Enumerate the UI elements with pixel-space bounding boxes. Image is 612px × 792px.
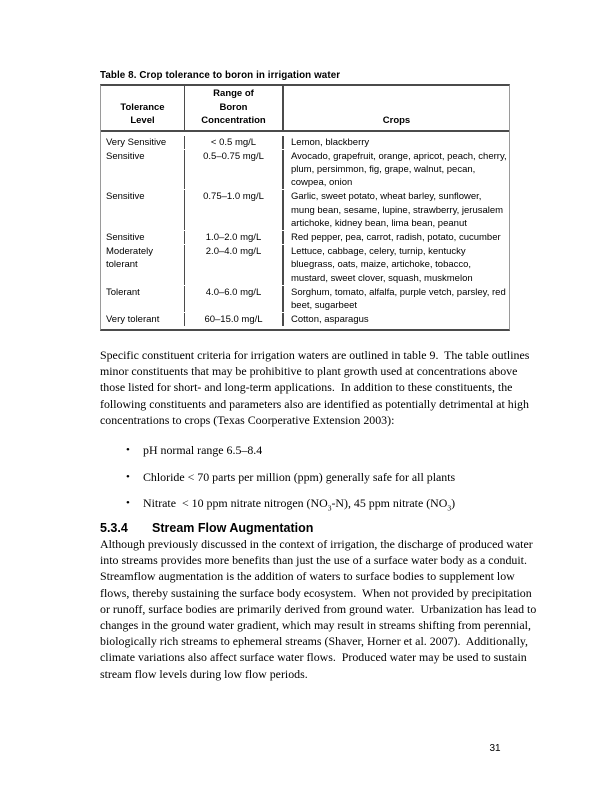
bullet-text: pH normal range 6.5–8.4 (143, 443, 263, 457)
crops-line: cowpea, onion (291, 177, 353, 189)
table-row (101, 245, 509, 285)
tolerance-level-cell: Moderately tolerant (106, 246, 153, 271)
boron-tolerance-table (100, 84, 510, 331)
boron-range-cell: 0.5–0.75 mg/L (184, 150, 284, 190)
tolerance-level-cell: Very Sensitive (106, 136, 167, 148)
bullet-item (143, 442, 530, 458)
crops-line: Cotton, asparagus (291, 314, 369, 326)
crops-line: plum, persimmon, fig, grape, walnut, pecan, (291, 163, 476, 175)
bullet-item (143, 469, 530, 485)
table-row (101, 286, 509, 312)
page-number: 31 (489, 743, 501, 754)
bullet-text: Nitrate < 10 ppm nitrate nitrogen (NO (143, 496, 328, 511)
table-header-row (101, 86, 509, 132)
crops-line: mustard, sweet clover, squash, muskmelon (291, 272, 473, 284)
crops-line: Lemon, blackberry (291, 136, 370, 148)
crops-line: Sorghum, tomato, alfalfa, purple vetch, parsley, red (291, 286, 506, 298)
column-header-boron-range: Range of Boron Concentration (184, 86, 284, 130)
crops-line: artichoke, kidney bean, lima bean, peanut (291, 217, 467, 229)
bullet-item (143, 495, 530, 511)
crops-cell (284, 231, 509, 244)
column-header-tolerance-level: Tolerance Level (120, 101, 165, 126)
section-title: Stream Flow Augmentation (152, 521, 314, 535)
boron-range-cell: 0.75–1.0 mg/L (184, 190, 284, 230)
paragraph-stream-flow: Although previously discussed in the context of irrigation, the discharge of produced water into streams provides more benefits than just the use of a surface water body as a conduit. Streamflow augmentation is the addition of waters to surface bodies to supplement low flows, thereby sustaining the surface body ecosystem. When not provided by precipitation or runoff, surface bodies are primarily derived from ground water. Urbanization has lead to changes in the ground water gradient, which may result in streams shifting from perennial, biologically rich streams to ephemeral streams (Shaver, Horner et al. 2007). Additionally, climate variations also affect surface water flows. Produced water may be used to sustain stream flow levels during low flow periods. (100, 537, 540, 681)
crops-line: bluegrass, oats, maize, artichoke, tobacco, (291, 259, 472, 271)
subscript-text: 3 (447, 503, 452, 513)
section-number: 5.3.4 (100, 521, 128, 535)
crops-line: mung bean, sesame, lupine, strawberry, jerusalem (291, 204, 504, 216)
boron-range-cell: 4.0–6.0 mg/L (184, 286, 284, 312)
crops-cell (284, 150, 509, 190)
subscript-text: 3 (327, 503, 332, 513)
boron-range-cell: 1.0–2.0 mg/L (184, 231, 284, 244)
crops-cell (284, 190, 509, 230)
section-heading (100, 521, 520, 535)
crops-line: Avocado, grapefruit, orange, apricot, peach, cherry, (291, 150, 507, 162)
table-row (101, 231, 509, 244)
tolerance-level-cell: Sensitive (106, 191, 145, 203)
crops-cell (284, 136, 509, 149)
bullet-text: Chloride < 70 parts per million (ppm) generally safe for all plants (143, 469, 456, 484)
crops-line: Red pepper, pea, carrot, radish, potato, cucumber (291, 231, 501, 243)
bullet-text: -N), 45 ppm nitrate (NO (331, 496, 448, 511)
tolerance-level-cell: Very tolerant (106, 314, 160, 326)
bullet-text: ) (451, 496, 456, 511)
paragraph-irrigation-criteria: Specific constituent criteria for irrigation waters are outlined in table 9. The table outlines minor constituents that may be prohibitive to plant growth used at concentrations above those listed for short- and long-term applications. In addition to these constituents, the following constituents and parameters also are identified as potentially detrimental at high concentrations to crops (Texas Coorperative Extension 2003): (100, 348, 533, 427)
tolerance-level-cell: Tolerant (106, 286, 140, 298)
boron-range-cell: 2.0–4.0 mg/L (184, 245, 284, 285)
boron-range-cell: 60–15.0 mg/L (184, 313, 284, 326)
crops-line: Garlic, sweet potato, wheat barley, sunflower, (291, 191, 482, 203)
table-row (101, 136, 509, 149)
table-body (101, 132, 509, 330)
table-caption: Table 8. Crop tolerance to boron in irrigation water (100, 70, 341, 81)
crops-cell (284, 245, 509, 285)
table-row (101, 190, 509, 230)
column-header-crops: Crops (382, 115, 411, 126)
tolerance-level-cell: Sensitive (106, 150, 145, 162)
crops-cell (284, 286, 509, 312)
constituent-bullet-list (100, 442, 530, 522)
table-row (101, 150, 509, 190)
boron-range-cell: < 0.5 mg/L (184, 136, 284, 149)
crops-cell (284, 313, 509, 326)
crops-line: beet, sugarbeet (291, 299, 358, 311)
tolerance-level-cell: Sensitive (106, 231, 145, 243)
table-row (101, 313, 509, 326)
crops-line: Lettuce, cabbage, celery, turnip, kentucky (291, 246, 466, 258)
